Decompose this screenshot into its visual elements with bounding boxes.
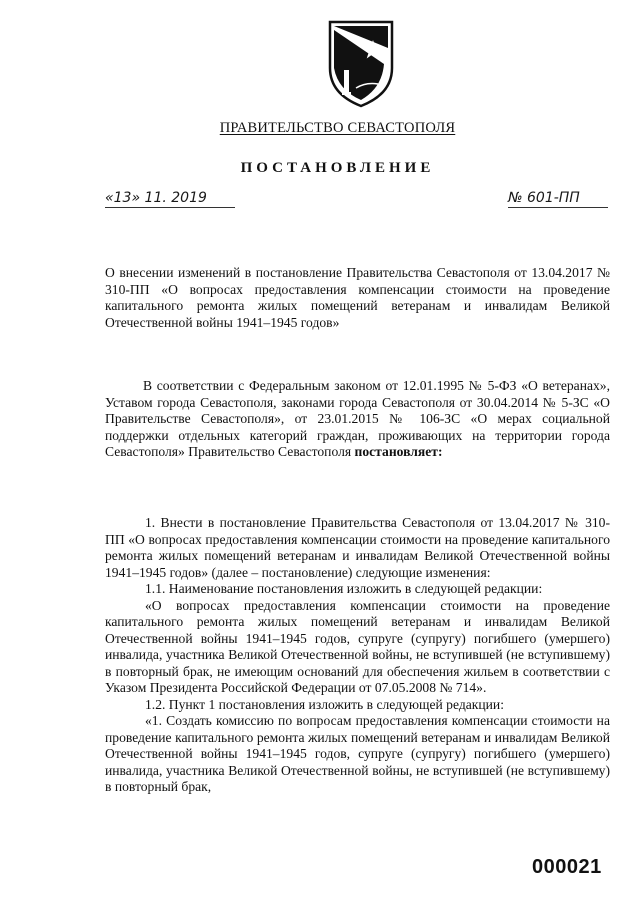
paragraph-1-2: 1.2. Пункт 1 постановления изложить в следующей редакции: xyxy=(145,696,504,712)
document-number: № 601-ПП xyxy=(508,190,608,208)
document-type: ПОСТАНОВЛЕНИЕ xyxy=(240,160,435,176)
preamble-text: В соответствии с Федеральным законом от 12.01.1995 № 5-ФЗ «О ветеранах», Уставом города Севастополя, законами города Севастополя от 30.04.2014 № 5-ЗС «О Правительстве Севастополя», от 23.01.2015 № 106-ЗС «О мерах социальной поддержки отдельных категорий граждан, проживающих на территории города Севастополя» Правительство Севастополя xyxy=(105,378,610,459)
page-code: 000021 xyxy=(532,856,602,878)
document-subject xyxy=(105,265,610,331)
document-date: «13» 11. 2019 xyxy=(105,190,235,208)
preamble-resolves: постановляет: xyxy=(354,444,443,459)
sevastopol-coat-of-arms-icon xyxy=(326,18,396,110)
government-title: ПРАВИТЕЛЬСТВО СЕВАСТОПОЛЯ xyxy=(219,120,456,136)
subject-text: О внесении изменений в постановление Правительства Севастополя от 13.04.2017 № 310-ПП «О вопросах предоставления компенсации стоимости на проведение капитального ремонта жилых помещений ветеранам и инвалидам Великой Отечественной войны 1941–1945 годов» xyxy=(105,265,610,330)
preamble xyxy=(105,378,610,461)
document-body xyxy=(105,515,610,796)
paragraph-1-2-text: «1. Создать комиссию по вопросам предоставления компенсации стоимости на проведение капитального ремонта жилых помещений ветеранам и инвалидам Великой Отечественной войны 1941–1945 годов, супруге (супругу) погибшего (умершего) инвалида, участника Великой Отечественной войны, не вступившей (не вступившему) в повторный брак, xyxy=(105,713,610,794)
paragraph-1-1: 1.1. Наименование постановления изложить в следующей редакции: xyxy=(145,581,543,596)
paragraph-1: 1. Внести в постановление Правительства Севастополя от 13.04.2017 № 310-ПП «О вопросах предоставления компенсации стоимости на проведение капитального ремонта жилых помещений ветеранам и инвалидам Великой Отечественной войны 1941–1945 годов» (далее – постановление) следующие изменения: xyxy=(105,515,610,580)
paragraph-1-1-text: «О вопросах предоставления компенсации стоимости на проведение капитального ремонта жилых помещений ветеранам и инвалидам Великой Отечественной войны 1941–1945 годов, супруге (супругу) погибшего (умершего) инвалида, участника Великой Отечественной войны, не вступившей (не вступившему) в повторный брак, не имеющим оснований для обеспечения жильем в соответствии с Указом Президента Российской Федерации от 07.05.2008 № 714». xyxy=(105,597,610,695)
